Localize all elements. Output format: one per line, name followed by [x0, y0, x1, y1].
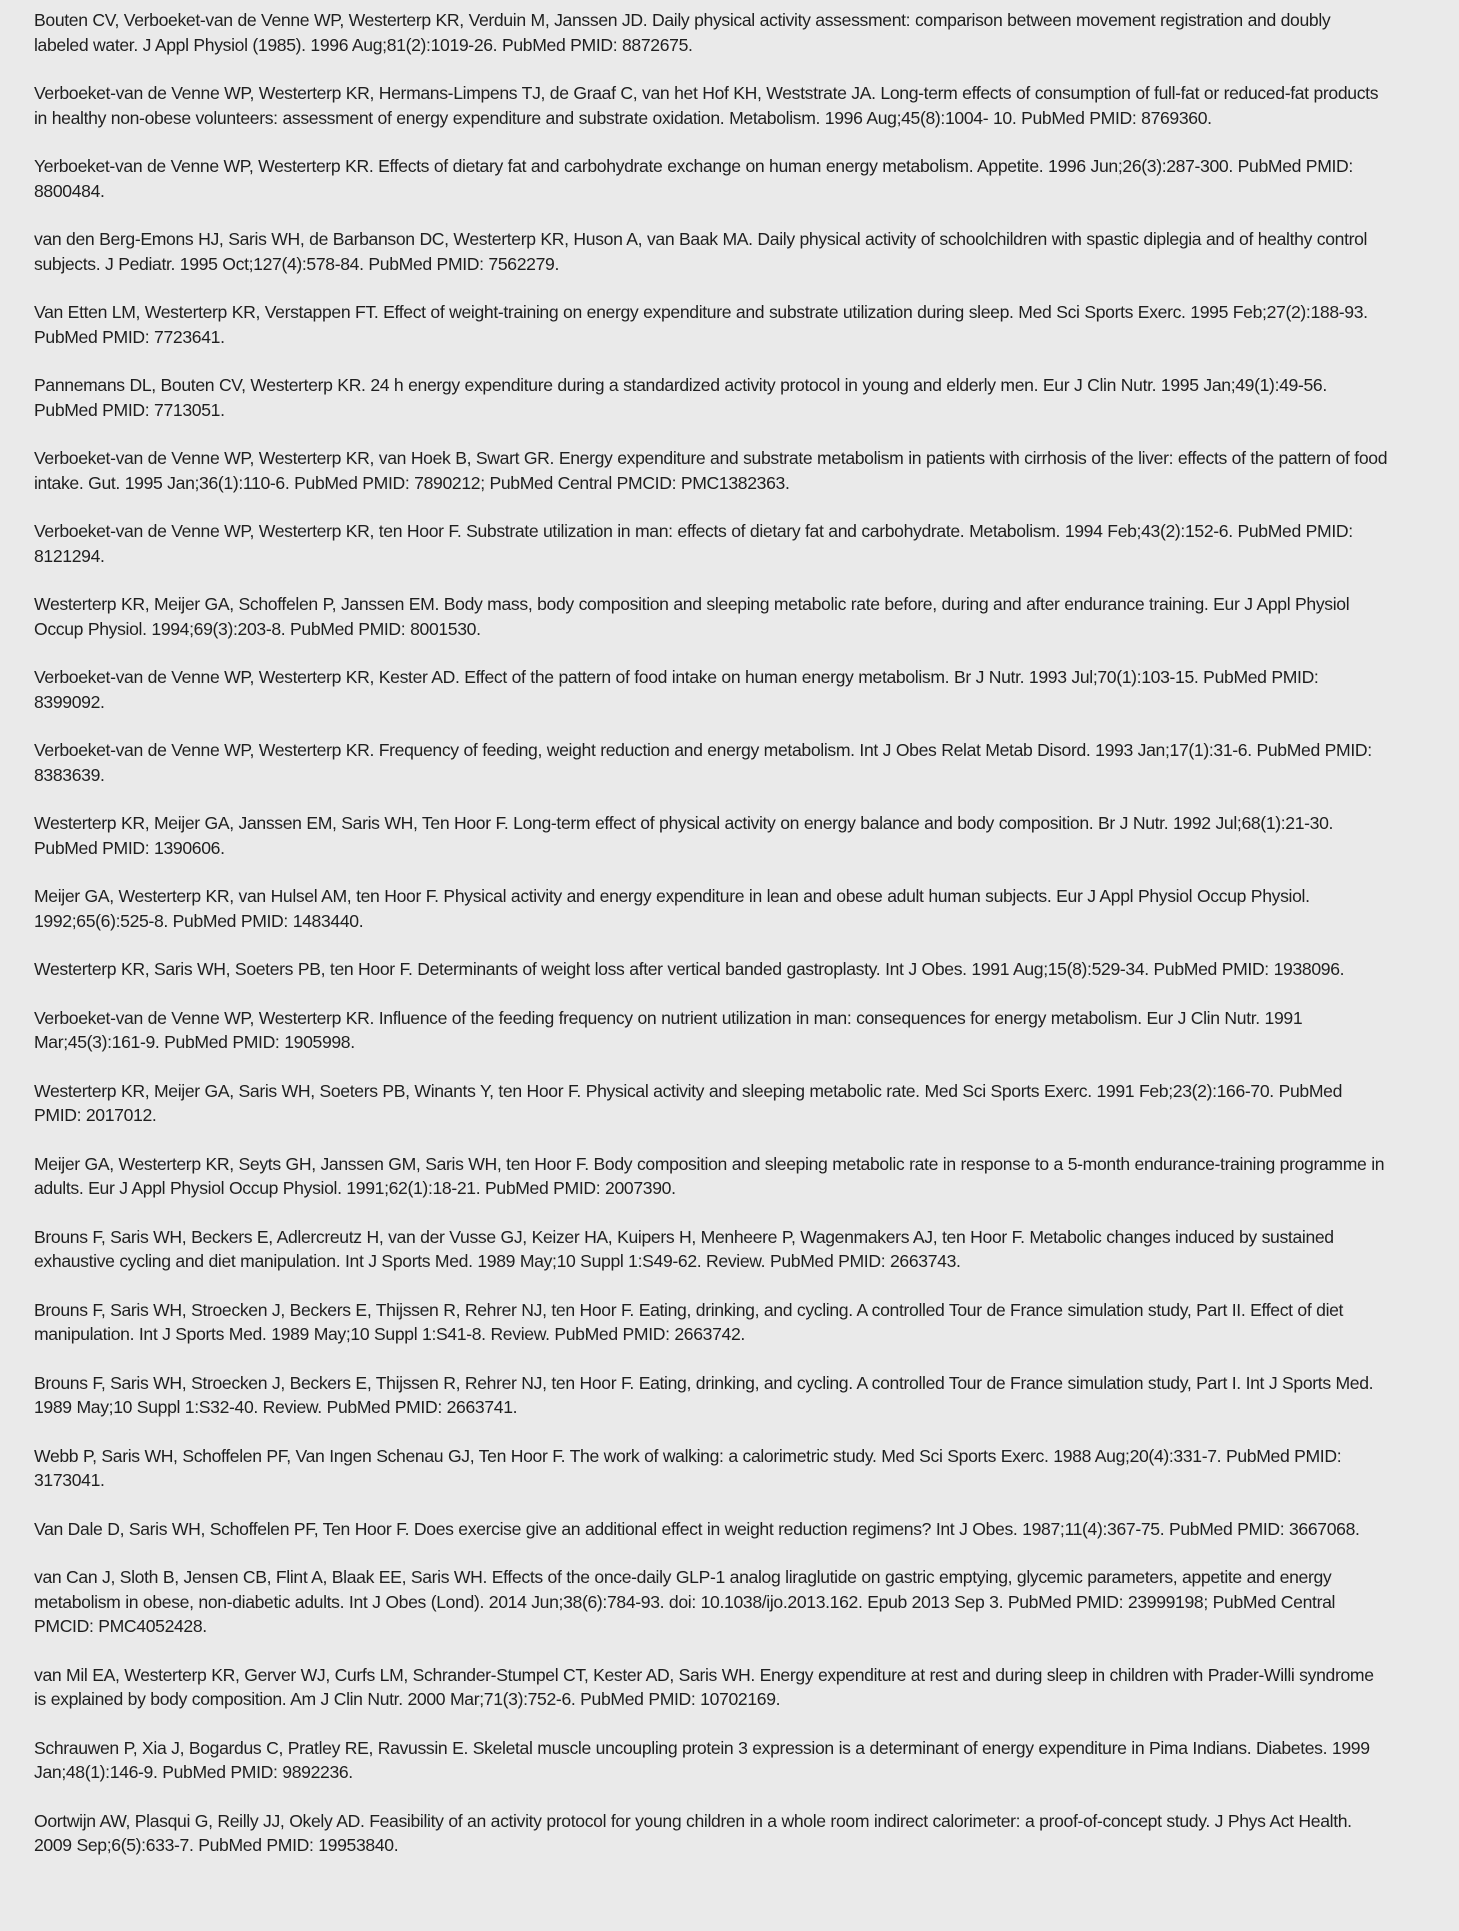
reference-item: Yerboeket-van de Venne WP, Westerterp KR. Effects of dietary fat and carbohydrate exchange on human energy metabolism. Appetite. 1996 Jun;26(3):287-300. PubMed PMID: 8800484.	[34, 156, 1353, 201]
reference-item: Van Etten LM, Westerterp KR, Verstappen FT. Effect of weight-training on energy expenditure and substrate utilization during sleep. Med Sci Sports Exerc. 1995 Feb;27(2):188-93. PubMed PMID: 7723641.	[34, 302, 1368, 347]
reference-item: Brouns F, Saris WH, Beckers E, Adlercreutz H, van der Vusse GJ, Keizer HA, Kuipers H, Menheere P, Wagenmakers AJ, ten Hoor F. Metabolic changes induced by sustained exhaustive cycling and diet manipulation. Int J Sports Med. 1989 May;10 Suppl 1:S49-62. Review. PubMed PMID: 2663743.	[34, 1226, 1334, 1271]
reference-item: Westerterp KR, Meijer GA, Janssen EM, Saris WH, Ten Hoor F. Long-term effect of physical activity on energy balance and body composition. Br J Nutr. 1992 Jul;68(1):21-30. PubMed PMID: 1390606.	[34, 813, 1334, 858]
reference-item: van Mil EA, Westerterp KR, Gerver WJ, Curfs LM, Schrander-Stumpel CT, Kester AD, Saris WH. Energy expenditure at rest and during sleep in children with Prader-Willi syndrome is explained by body composition. Am J Clin Nutr. 2000 Mar;71(3):752-6. PubMed PMID: 10702169.	[34, 1664, 1374, 1709]
reference-item: Pannemans DL, Bouten CV, Westerterp KR. 24 h energy expenditure during a standardized activity protocol in young and elderly men. Eur J Clin Nutr. 1995 Jan;49(1):49-56. PubMed PMID: 7713051.	[34, 375, 1327, 420]
reference-item: Westerterp KR, Meijer GA, Schoffelen P, Janssen EM. Body mass, body composition and sleeping metabolic rate before, during and after endurance training. Eur J Appl Physiol Occup Physiol. 1994;69(3):203-8. PubMed PMID: 8001530.	[34, 594, 1350, 639]
reference-item: Verboeket-van de Venne WP, Westerterp KR, ten Hoor F. Substrate utilization in man: effects of dietary fat and carbohydrate. Metabolism. 1994 Feb;43(2):152-6. PubMed PMID: 8121294.	[34, 521, 1353, 566]
reference-item: Bouten CV, Verboeket-van de Venne WP, Westerterp KR, Verduin M, Janssen JD. Daily physical activity assessment: comparison between movement registration and doubly labeled water. J Appl Physiol (1985). 1996 Aug;81(2):1019-26. PubMed PMID: 8872675.	[34, 10, 1331, 55]
reference-item: Van Dale D, Saris WH, Schoffelen PF, Ten Hoor F. Does exercise give an additional effect in weight reduction regimens? Int J Obes. 1987;11(4):367-75. PubMed PMID: 3667068.	[34, 1518, 1360, 1539]
reference-item: Webb P, Saris WH, Schoffelen PF, Van Ingen Schenau GJ, Ten Hoor F. The work of walking: a calorimetric study. Med Sci Sports Exerc. 1988 Aug;20(4):331-7. PubMed PMID: 3173041.	[34, 1445, 1342, 1490]
reference-item: Meijer GA, Westerterp KR, Seyts GH, Janssen GM, Saris WH, ten Hoor F. Body composition and sleeping metabolic rate in response to a 5-month endurance-training programme in adults. Eur J Appl Physiol Occup Physiol. 1991;62(1):18-21. PubMed PMID: 2007390.	[34, 1153, 1385, 1198]
reference-item: Westerterp KR, Meijer GA, Saris WH, Soeters PB, Winants Y, ten Hoor F. Physical activity and sleeping metabolic rate. Med Sci Sports Exerc. 1991 Feb;23(2):166-70. PubMed PMID: 2017012.	[34, 1080, 1343, 1125]
reference-item: Verboeket-van de Venne WP, Westerterp KR, Kester AD. Effect of the pattern of food intake on human energy metabolism. Br J Nutr. 1993 Jul;70(1):103-15. PubMed PMID: 8399092.	[34, 667, 1319, 712]
reference-item: Verboeket-van de Venne WP, Westerterp KR. Frequency of feeding, weight reduction and energy metabolism. Int J Obes Relat Metab Disord. 1993 Jan;17(1):31-6. PubMed PMID: 8383639.	[34, 740, 1372, 785]
reference-item: Brouns F, Saris WH, Stroecken J, Beckers E, Thijssen R, Rehrer NJ, ten Hoor F. Eating, drinking, and cycling. A controlled Tour de France simulation study, Part II. Effect of diet manipulation. Int J Sports Med. 1989 May;10 Suppl 1:S41-8. Review. PubMed PMID: 2663742.	[34, 1299, 1344, 1344]
reference-item: Meijer GA, Westerterp KR, van Hulsel AM, ten Hoor F. Physical activity and energy expenditure in lean and obese adult human subjects. Eur J Appl Physiol Occup Physiol. 1992;65(6):525-8. PubMed PMID: 1483440.	[34, 886, 1310, 931]
reference-item: Verboeket-van de Venne WP, Westerterp KR, van Hoek B, Swart GR. Energy expenditure and substrate metabolism in patients with cirrhosis of the liver: effects of the pattern of food intake. Gut. 1995 Jan;36(1):110-6. PubMed PMID: 7890212; PubMed Central PMCID: PMC1382363.	[34, 448, 1388, 493]
reference-item: Oortwijn AW, Plasqui G, Reilly JJ, Okely AD. Feasibility of an activity protocol for young children in a whole room indirect calorimeter: a proof-of-concept study. J Phys Act Health. 2009 Sep;6(5):633-7. PubMed PMID: 19953840.	[34, 1810, 1352, 1855]
reference-item: van den Berg-Emons HJ, Saris WH, de Barbanson DC, Westerterp KR, Huson A, van Baak MA. Daily physical activity of schoolchildren with spastic diplegia and of healthy control subjects. J Pediatr. 1995 Oct;127(4):578-84. PubMed PMID: 7562279.	[34, 229, 1368, 274]
reference-item: Schrauwen P, Xia J, Bogardus C, Pratley RE, Ravussin E. Skeletal muscle uncoupling protein 3 expression is a determinant of energy expenditure in Pima Indians. Diabetes. 1999 Jan;48(1):146-9. PubMed PMID: 9892236.	[34, 1737, 1370, 1782]
reference-item: Brouns F, Saris WH, Stroecken J, Beckers E, Thijssen R, Rehrer NJ, ten Hoor F. Eating, drinking, and cycling. A controlled Tour de France simulation study, Part I. Int J Sports Med. 1989 May;10 Suppl 1:S32-40. Review. PubMed PMID: 2663741.	[34, 1372, 1374, 1417]
reference-list	[34, 8, 1389, 1858]
reference-item: Westerterp KR, Saris WH, Soeters PB, ten Hoor F. Determinants of weight loss after vertical banded gastroplasty. Int J Obes. 1991 Aug;15(8):529-34. PubMed PMID: 1938096.	[34, 959, 1345, 979]
reference-item: van Can J, Sloth B, Jensen CB, Flint A, Blaak EE, Saris WH. Effects of the once-daily GLP-1 analog liraglutide on gastric emptying, glycemic parameters, appetite and energy metabolism in obese, non-diabetic adults. Int J Obes (Lond). 2014 Jun;38(6):784-93. doi: 10.1038/ijo.2013.162. Epub 2013 Sep 3. PubMed PMID: 23999198; PubMed Central PMCID: PMC4052428.	[34, 1567, 1336, 1636]
reference-item: Verboeket-van de Venne WP, Westerterp KR. Influence of the feeding frequency on nutrient utilization in man: consequences for energy metabolism. Eur J Clin Nutr. 1991 Mar;45(3):161-9. PubMed PMID: 1905998.	[34, 1007, 1303, 1052]
reference-item: Verboeket-van de Venne WP, Westerterp KR, Hermans-Limpens TJ, de Graaf C, van het Hof KH, Weststrate JA. Long-term effects of consumption of full-fat or reduced-fat products in healthy non-obese volunteers: assessment of energy expenditure and substrate oxidation. Metabolism. 1996 Aug;45(8):1004- 10. PubMed PMID: 8769360.	[34, 83, 1379, 128]
